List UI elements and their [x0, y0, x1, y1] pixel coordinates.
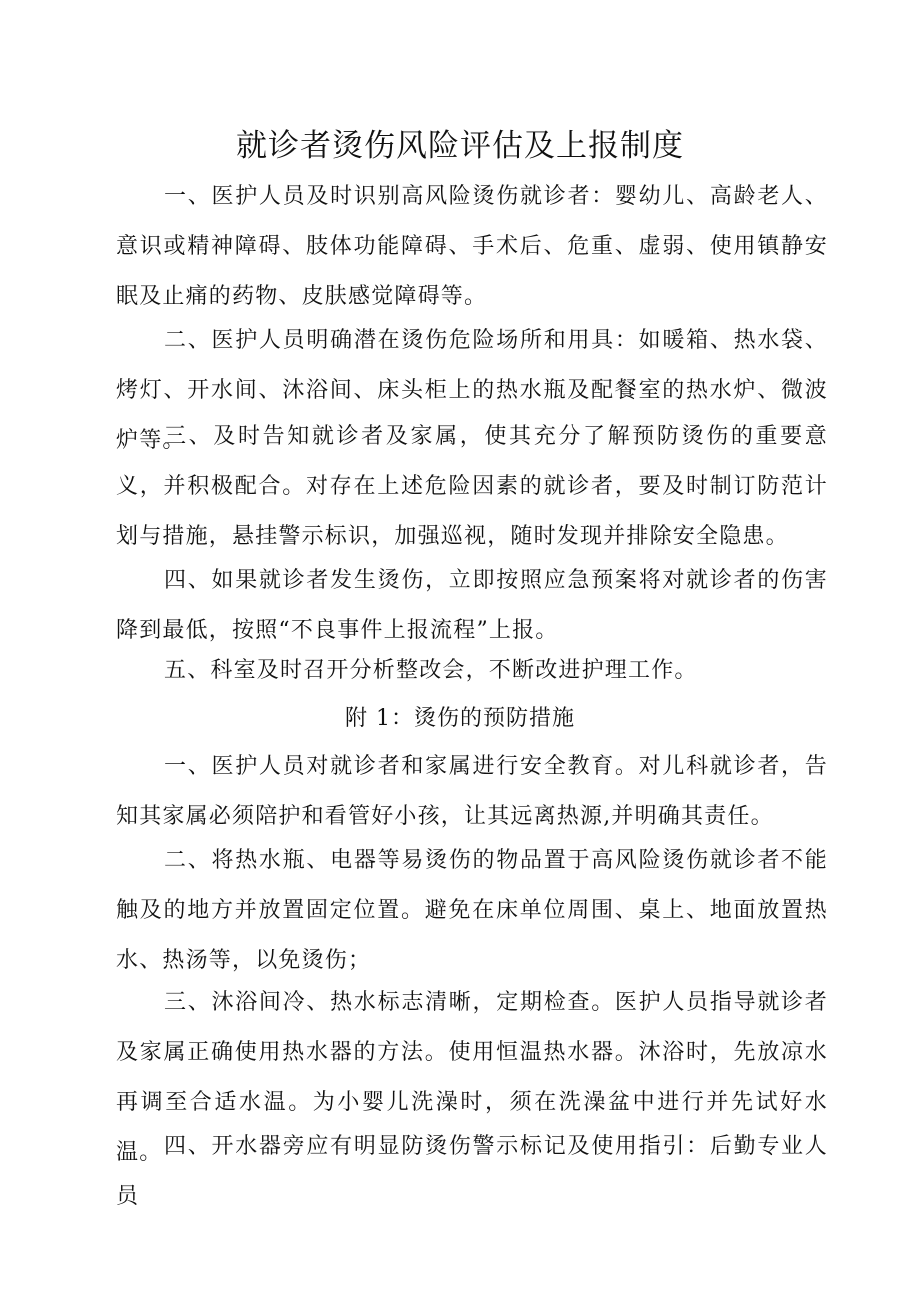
appendix-title: 附 1：烫伤的预防措施 — [345, 706, 575, 731]
section-1: 一、医护人员及时识别高风险烫伤就诊者：婴幼儿、高龄老人、意识或精神障碍、肢体功能障碍、手术后、危重、虚弱、使用镇静安眠及止痛的药物、皮肤感觉障碍等。 — [116, 184, 828, 309]
section-2: 二、医护人员明确潜在烫伤危险场所和用具：如暖箱、热水袋、烤灯、开水间、沐浴间、床头柜上的热水瓶及配餐室的热水炉、微波炉等。 — [116, 328, 828, 453]
appendix-item-1: 一、医护人员对就诊者和家属进行安全教育。对儿科就诊者，告知其家属必须陪护和看管好小孩，让其远离热源,并明确其责任。 — [116, 754, 828, 829]
appendix-item-2: 二、将热水瓶、电器等易烫伤的物品置于高风险烫伤就诊者不能触及的地方并放置固定位置。避免在床单位周围、桌上、地面放置热水、热汤等，以免烫伤； — [116, 848, 828, 973]
appendix-item-3: 三、沐浴间冷、热水标志清晰，定期检查。医护人员指导就诊者及家属正确使用热水器的方法。使用恒温热水器。沐浴时，先放凉水再调至合适水温。为小婴儿洗澡时，须在洗澡盆中进行并先试好水温。 — [116, 990, 828, 1165]
appendix-item-4: 四、开水器旁应有明显防烫伤警示标记及使用指引：后勤专业人员 — [116, 1134, 828, 1209]
section-4: 四、如果就诊者发生烫伤，立即按照应急预案将对就诊者的伤害降到最低，按照“不良事件上报流程”上报。 — [116, 568, 828, 643]
section-3: 三、及时告知就诊者及家属，使其充分了解预防烫伤的重要意义，并积极配合。对存在上述危险因素的就诊者，要及时制订防范计划与措施，悬挂警示标识，加强巡视，随时发现并排除安全隐患。 — [116, 424, 828, 549]
section-5: 五、科室及时召开分析整改会，不断改进护理工作。 — [164, 658, 698, 683]
document-title: 就诊者烫伤风险评估及上报制度 — [236, 128, 684, 164]
